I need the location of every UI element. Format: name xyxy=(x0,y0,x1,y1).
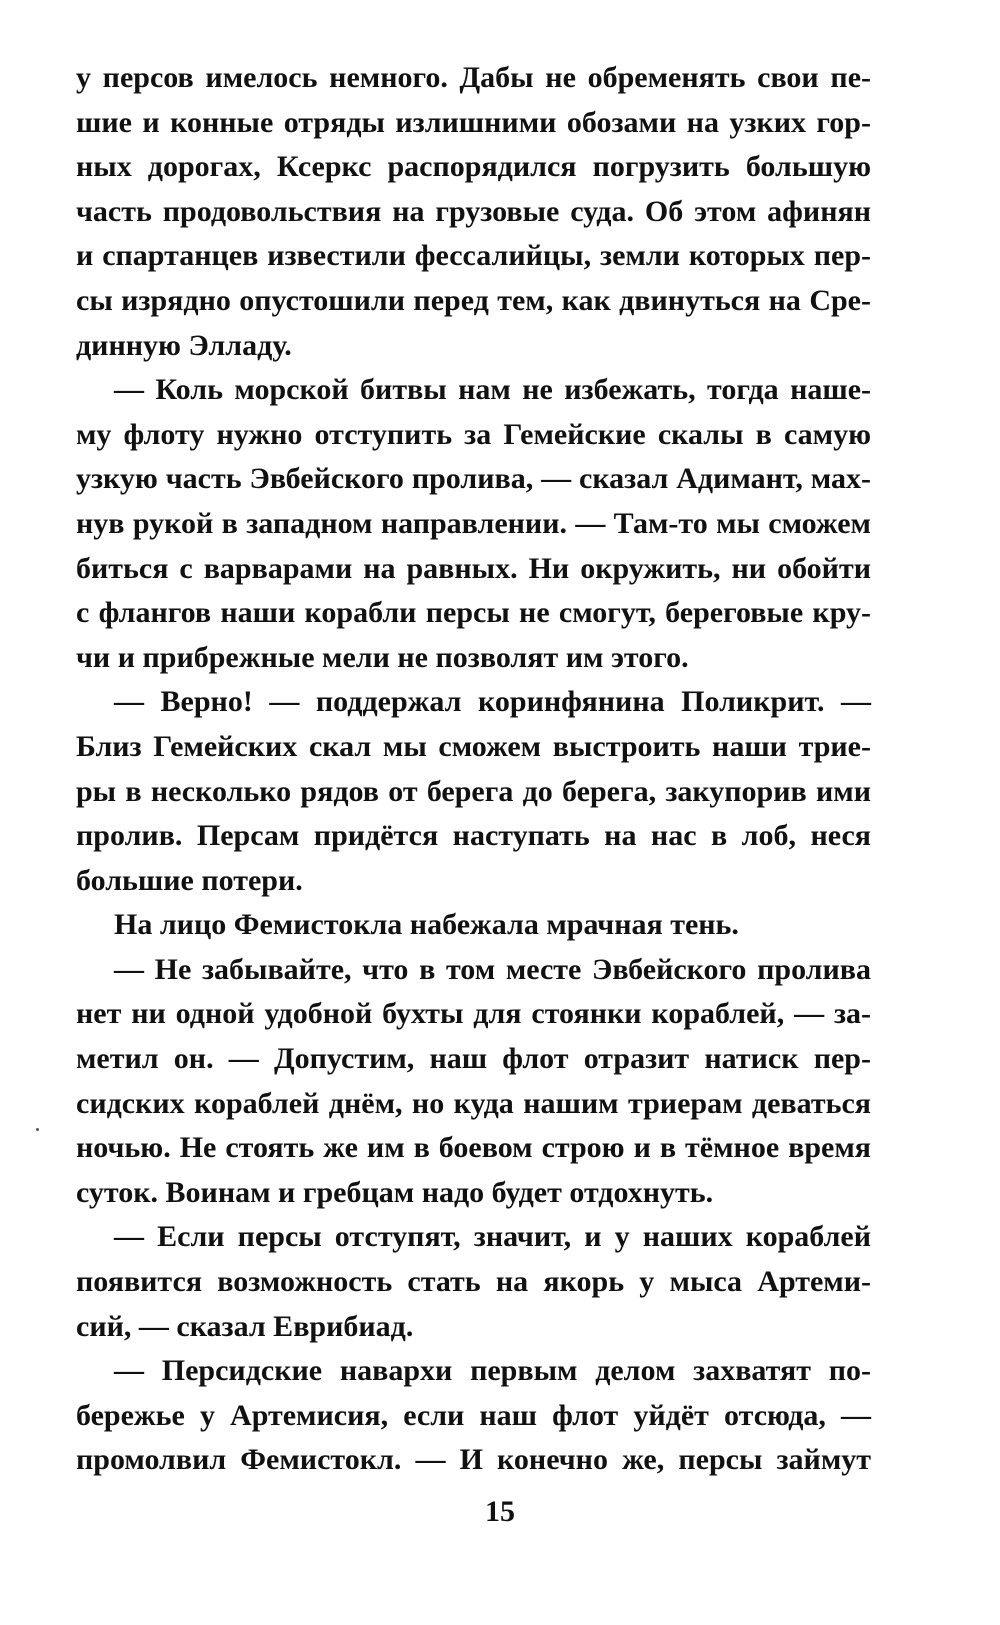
text-line: нет ни одной удобной бухты для стоянки кораблей, — за- xyxy=(76,997,871,1031)
text-line: метил он. — Допустим, наш флот отразит натиск пер- xyxy=(76,1042,871,1076)
text-line: и спартанцев известили фессалийцы, земли которых пер- xyxy=(76,239,871,273)
text-line: ных дорогах, Ксеркс распорядился погрузить большую xyxy=(76,150,871,184)
text-line: биться с варварами на равных. Ни окружить, ни обойти xyxy=(76,551,871,585)
text-line: большие потери. xyxy=(76,863,303,897)
text-line: — Верно! — поддержал коринфянина Поликрит. — xyxy=(114,685,871,719)
text-line: му флоту нужно отступить за Гемейские скалы в самую xyxy=(76,417,871,451)
page-number: 15 xyxy=(485,1495,515,1528)
text-line: часть продовольствия на грузовые суда. Об этом афинян xyxy=(76,194,871,228)
text-line: суток. Воинам и гребцам надо будет отдохнуть. xyxy=(76,1175,714,1209)
body-text xyxy=(76,56,871,1483)
text-line: промолвил Фемистокл. — И конечно же, персы займут xyxy=(76,1443,871,1477)
text-line: — Не забывайте, что в том месте Эвбейского пролива xyxy=(114,952,871,986)
text-line: с флангов наши корабли персы не смогут, береговые кру- xyxy=(76,596,871,630)
text-line: ры в несколько рядов от берега до берега, закупорив ими xyxy=(76,774,871,808)
text-line: — Персидские навархи первым делом захватят по- xyxy=(114,1354,871,1388)
text-line: у персов имелось немного. Дабы не обременять свои пе- xyxy=(76,61,871,94)
text-line: появится возможность стать на якорь у мыса Артеми- xyxy=(76,1265,871,1299)
text-line: сидских кораблей днём, но куда нашим триерам деваться xyxy=(76,1086,871,1120)
text-line: — Коль морской битвы нам не избежать, тогда наше- xyxy=(114,373,871,407)
text-line: ночью. Не стоять же им в боевом строю и в тёмное время xyxy=(76,1131,871,1165)
text-line: Близ Гемейских скал мы сможем выстроить наши трие- xyxy=(76,729,871,763)
text-line: динную Элладу. xyxy=(76,328,292,362)
text-line: На лицо Фемистокла набежала мрачная тень. xyxy=(114,908,739,942)
text-line: узкую часть Эвбейского пролива, — сказал Адимант, мах- xyxy=(76,462,871,496)
scan-speck xyxy=(36,1128,39,1131)
text-line: шие и конные отряды излишними обозами на узких гор- xyxy=(76,105,871,139)
text-line: чи и прибрежные мели не позволят им этого. xyxy=(76,640,689,674)
text-line: нув рукой в западном направлении. — Там-то мы сможем xyxy=(76,506,871,540)
text-line: — Если персы отступят, значит, и у наших кораблей xyxy=(114,1220,871,1254)
text-line: бережье у Артемисия, если наш флот уйдёт отсюда, — xyxy=(76,1398,871,1432)
text-line: сы изрядно опустошили перед тем, как двинуться на Сре- xyxy=(76,283,871,317)
text-line: сий, — сказал Еврибиад. xyxy=(76,1309,414,1343)
text-line: пролив. Персам придётся наступать на нас в лоб, неся xyxy=(76,819,871,853)
